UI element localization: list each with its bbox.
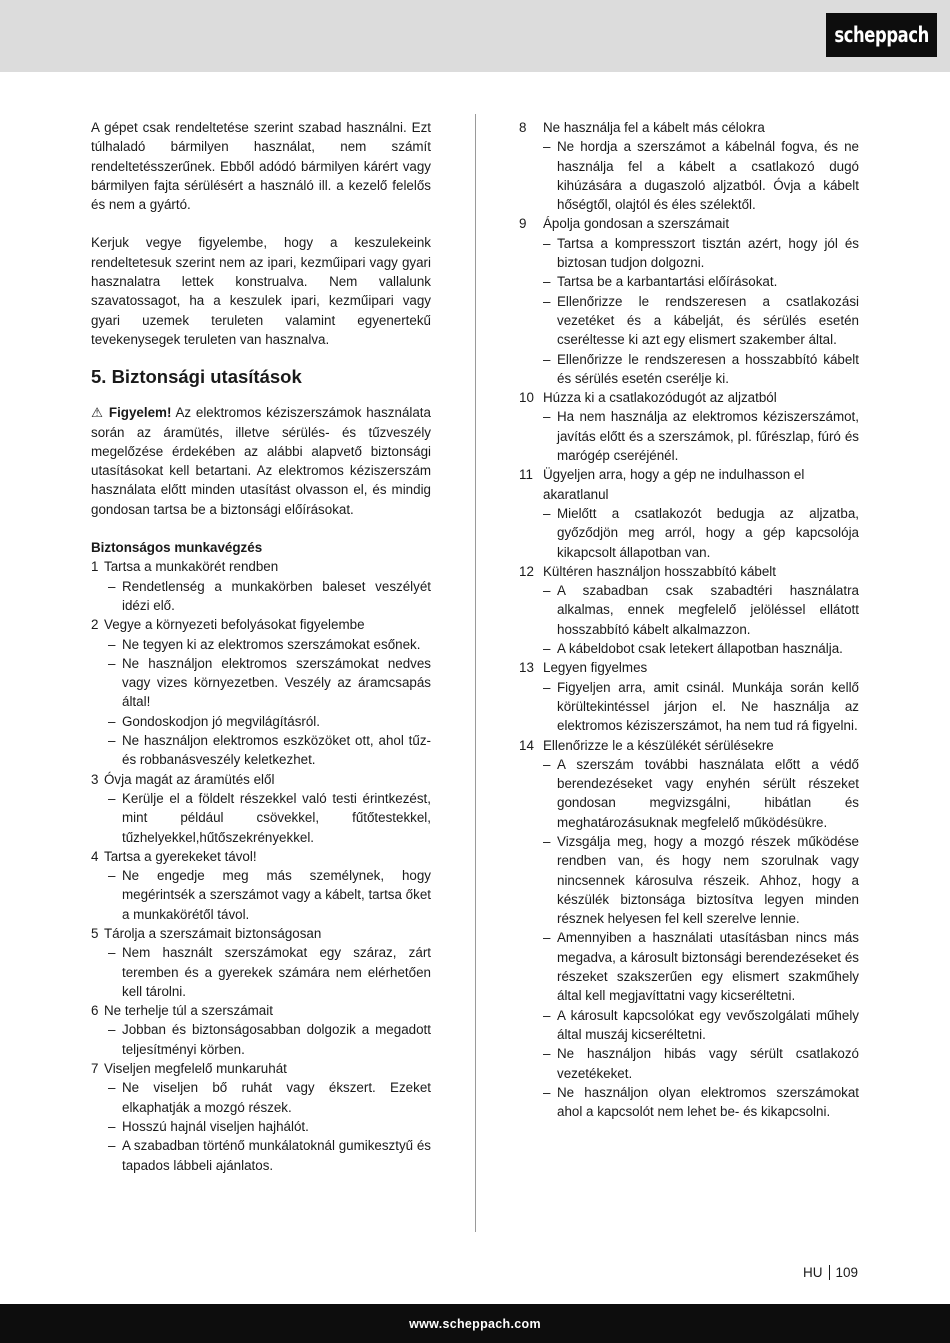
safety-subitem	[91, 712, 431, 731]
dash-bullet: –	[108, 790, 116, 806]
left-safety-list	[91, 557, 431, 1175]
safety-subitem	[91, 731, 431, 770]
safety-item	[519, 388, 859, 407]
dash-bullet: –	[108, 1138, 116, 1154]
dash-bullet: –	[543, 583, 551, 599]
dash-bullet: –	[108, 1080, 116, 1096]
safety-item	[91, 615, 431, 634]
safety-subitem	[519, 832, 859, 928]
dash-bullet: –	[108, 1022, 116, 1038]
warning-label: Figyelem!	[108, 405, 172, 421]
left-column	[91, 118, 431, 1175]
safety-subitem	[519, 272, 859, 291]
item-number: 4	[91, 848, 99, 864]
dash-bullet: –	[108, 733, 116, 749]
subitem-text: A kábeldobot csak letekert állapotban használja.	[557, 641, 843, 657]
subitem-text: A károsult kapcsolókat egy vevőszolgálati műhely által muszáj kicseréltetni.	[557, 1007, 859, 1042]
item-number: 10	[519, 390, 534, 406]
subitem-text: Ne hordja a szerszámot a kábelnál fogva, és ne használja fel a kábelt a csatlakozó dugó kihúzására a dugaszoló aljzatból. Óvja a kábelt hőségtől, olajtól és éles szélektől.	[557, 139, 859, 213]
subitem-text: Mielőtt a csatlakozót bedugja az aljzatba, győződjön meg arról, hogy a gép kapcsolója kikapcsolt állapotban van.	[557, 505, 859, 560]
subitem-text: Nem használt szerszámokat egy száraz, zárt teremben és a gyerekek számára nem elérhetően kell tárolni.	[122, 945, 431, 999]
subitem-text: Gondoskodjon jó megvilágításról.	[122, 713, 320, 729]
item-number: 5	[91, 925, 99, 941]
item-title: Ne használja fel a kábelt más célokra	[543, 120, 765, 135]
item-title: Óvja magát az áramütés elől	[104, 771, 275, 787]
dash-bullet: –	[108, 713, 116, 729]
subitem-text: Ne engedje meg más személynek, hogy megérintsék a szerszámot vagy a kábelt, tartsa őket a munkakörétől távol.	[122, 868, 431, 922]
dash-bullet: –	[543, 409, 551, 425]
subitem-text: Jobban és biztonságosabban dolgozik a megadott teljesítményi körben.	[122, 1022, 431, 1057]
item-title: Tartsa a munkakörét rendben	[104, 559, 279, 575]
footer-bar	[0, 1304, 950, 1343]
language-code: HU	[803, 1265, 823, 1280]
subitem-text: A szabadban történő munkálatoknál gumikesztyű és tapados lábbeli ajánlatos.	[122, 1138, 431, 1173]
dash-bullet: –	[543, 641, 551, 657]
safety-subitem	[519, 292, 859, 350]
warning-text: Az elektromos kéziszerszámok használata során az áramütés, illetve sérülés- és tűzveszély megelőzése érdekében az alábbi alapvető biztonsági utasításokat kell betartani. Az elektromos kéziszerszám használata előtt minden utasítást olvasson el, és mindig gondosan tartsa be a biztonsági előírásokat.	[91, 405, 431, 517]
dash-bullet: –	[108, 868, 116, 884]
safety-item	[519, 658, 859, 677]
warning-icon: ⚠	[91, 405, 105, 421]
subitem-text: Ellenőrizze le rendszeresen a hosszabbító kábelt és sérülés esetén cserélje ki.	[557, 351, 859, 386]
dash-bullet: –	[543, 1046, 551, 1062]
subitem-text: Ha nem használja az elektromos kéziszerszámot, javítás előtt és a szerszámok, pl. fűrészlap, fúró és marógép cseréjénél.	[557, 409, 859, 464]
safety-subitem	[91, 577, 431, 616]
intro-paragraph-2: Kerjuk vegye figyelembe, hogy a keszulekeink rendeltetesuk szerint nem az ipari, kezműipari vagy gyari hasznalatra lettek konstrualva. Nem vallalunk szavatossagot, ha a keszulek ipari, kezműipari vagy gyari uzemek teruleten valamint egyenertekű tevekenysegek teruleten van hasznalva.	[91, 235, 431, 347]
safety-item	[519, 465, 859, 504]
subitem-text: Ne használjon elektromos eszközöket ott, ahol tűz- és robbanásveszély keletkezhet.	[122, 733, 431, 768]
item-number: 12	[519, 563, 534, 579]
subitem-text: Ellenőrizze le rendszeresen a csatlakozási vezetéket és a kábelját, és sérülés esetén cseréltesse ki azt egy elismert szakember által.	[557, 293, 859, 348]
subitem-text: Ne használjon elektromos szerszámokat nedves vagy vizes környezetben. Veszély az áramcsapás által!	[122, 655, 431, 710]
item-title: Tárolja a szerszámait biztonságosan	[104, 925, 322, 941]
page-separator	[829, 1265, 830, 1280]
item-number: 2	[91, 617, 99, 633]
dash-bullet: –	[543, 1007, 551, 1023]
item-title: Ügyeljen arra, hogy a gép ne indulhasson el akaratlanul	[543, 467, 805, 502]
dash-bullet: –	[543, 139, 551, 155]
dash-bullet: –	[543, 293, 551, 309]
subitem-text: Figyeljen arra, amit csinál. Munkája során kellő körültekintéssel járjon el. Ne használja az elektromos kéziszerszámot, ha nem tud rá figyelni.	[557, 679, 859, 734]
item-title: Ellenőrizze le a készülékét sérülésekre	[543, 737, 774, 753]
safety-item	[519, 736, 859, 755]
subitem-text: Rendetlenség a munkakörben baleset veszélyét idézi elő.	[122, 578, 431, 613]
subitem-text: Amennyiben a használati utasításban nincs más megadva, a károsult biztonsági berendezéseket és részeket szakszerűen egy elismert szakműhely által kell megjavíttatni vagy kicseréltetni.	[557, 930, 859, 1004]
right-safety-list	[519, 118, 859, 1121]
safety-item	[91, 1001, 431, 1020]
subitem-text: A szabadban csak szabadtéri használatra alkalmas, ennek megfelelő jelöléssel ellátott hosszabbító kábelt alkalmazzon.	[557, 583, 859, 637]
dash-bullet: –	[108, 1118, 116, 1134]
item-title: Húzza ki a csatlakozódugót az aljzatból	[543, 390, 777, 406]
item-title: Kültéren használjon hosszabbító kábelt	[543, 563, 777, 579]
safety-subitem	[91, 1078, 431, 1117]
dash-bullet: –	[543, 505, 551, 521]
safety-subitem	[519, 678, 859, 736]
scheppach-logo: scheppach	[826, 13, 937, 57]
safety-item	[91, 770, 431, 789]
safety-subitem	[519, 1006, 859, 1045]
section-title: 5. Biztonsági utasítások	[91, 366, 302, 388]
safety-subitem	[519, 1044, 859, 1083]
dash-bullet: –	[543, 1084, 551, 1100]
safety-subitem	[519, 1083, 859, 1122]
dash-bullet: –	[543, 679, 551, 695]
item-number: 7	[91, 1061, 99, 1077]
safety-subitem	[91, 866, 431, 924]
header-bar	[0, 0, 950, 72]
safety-subitem	[519, 407, 859, 465]
item-number: 14	[519, 737, 534, 753]
safety-item	[91, 924, 431, 943]
item-title: Ápolja gondosan a szerszámait	[543, 216, 730, 232]
subitem-text: Ne használjon olyan elektromos szerszámokat ahol a kapcsolót nem lehet be- és kikapcsolni.	[557, 1084, 859, 1120]
safety-item	[91, 557, 431, 576]
safety-subitem	[519, 350, 859, 389]
page-value: 109	[835, 1265, 859, 1280]
safety-subitem	[519, 755, 859, 832]
item-number: 3	[91, 771, 99, 787]
dash-bullet: –	[543, 351, 551, 367]
safety-item	[519, 562, 859, 581]
safety-subitem	[519, 234, 859, 273]
safety-subitem	[91, 635, 431, 654]
item-title: Tartsa a gyerekeket távol!	[104, 848, 257, 864]
dash-bullet: –	[543, 930, 551, 946]
subitem-text: Vizsgálja meg, hogy a mozgó részek működése rendben van, és hogy nem szorulnak vagy nincsennek károsulva részeik. Ahhoz, hogy a készülék biztonsága biztosítva legyen minden résznek helyesen fel kell szerelve lennie.	[557, 833, 859, 927]
intro-paragraph-1: A gépet csak rendeltetése szerint szabad használni. Ezt túlhaladó bármilyen használat, nem számít rendeltetésszerűnek. Ebből adódó bármilyen kárért vagy bármilyen fajta sérülésért a használó ill. a kezelő felelős és nem a gyártó.	[91, 120, 431, 213]
subitem-text: A szerszám további használata előtt a védő berendezéseket vagy enyhén sérült részeket gondosan megvizsgálni, hibátlan és meghatározásuknak megfelelő működésükre.	[557, 756, 859, 830]
subsection-title: Biztonságos munkavégzés	[91, 540, 263, 556]
item-number: 8	[519, 120, 527, 135]
safety-item	[91, 1059, 431, 1078]
safety-subitem	[91, 943, 431, 1001]
item-title: Legyen figyelmes	[543, 660, 648, 676]
safety-subitem	[519, 928, 859, 1005]
column-divider	[475, 114, 476, 1232]
subitem-text: Tartsa a kompresszort tisztán azért, hogy jól és biztosan tudjon dolgozni.	[557, 235, 859, 271]
safety-subitem	[91, 789, 431, 847]
safety-subitem	[519, 639, 859, 658]
dash-bullet: –	[108, 655, 116, 671]
subitem-text: Tartsa be a karbantartási előírásokat.	[557, 274, 778, 290]
dash-bullet: –	[543, 833, 551, 849]
subitem-text: Hosszú hajnál viseljen hajhálót.	[122, 1118, 309, 1134]
subitem-text: Kerülje el a földelt részekkel való testi érintkezést, mint például csövekkel, fűtőtestekkel, tűzhelyekkel,hűtőszekrényekkel.	[122, 790, 431, 845]
safety-subitem	[91, 1117, 431, 1136]
page-number	[803, 1265, 858, 1280]
subitem-text: Ne viseljen bő ruhát vagy ékszert. Ezeket elkaphatják a mozgó részek.	[122, 1080, 431, 1115]
safety-subitem	[91, 1136, 431, 1175]
dash-bullet: –	[543, 274, 551, 290]
dash-bullet: –	[108, 636, 116, 652]
right-column	[519, 118, 859, 1121]
subitem-text: Ne tegyen ki az elektromos szerszámokat esőnek.	[122, 636, 421, 652]
safety-subitem	[91, 1020, 431, 1059]
dash-bullet: –	[108, 945, 116, 961]
dash-bullet: –	[108, 578, 116, 594]
warning-paragraph	[91, 403, 431, 519]
subitem-text: Ne használjon hibás vagy sérült csatlakozó vezetékeket.	[557, 1046, 859, 1081]
dash-bullet: –	[543, 235, 551, 251]
item-number: 9	[519, 216, 527, 232]
item-number: 6	[91, 1003, 99, 1019]
safety-subitem	[519, 137, 859, 214]
item-title: Vegye a környezeti befolyásokat figyelembe	[104, 617, 365, 633]
safety-subitem	[519, 504, 859, 562]
safety-subitem	[91, 654, 431, 712]
item-title: Ne terhelje túl a szerszámait	[104, 1003, 273, 1019]
safety-item	[91, 847, 431, 866]
item-number: 13	[519, 660, 534, 676]
dash-bullet: –	[543, 756, 551, 772]
item-number: 11	[519, 467, 533, 483]
item-title: Viseljen megfelelő munkaruhát	[104, 1061, 287, 1077]
safety-item	[519, 118, 859, 137]
safety-item	[519, 214, 859, 233]
safety-subitem	[519, 581, 859, 639]
item-number: 1	[91, 559, 99, 575]
website-link[interactable]: www.scheppach.com	[409, 1316, 541, 1331]
